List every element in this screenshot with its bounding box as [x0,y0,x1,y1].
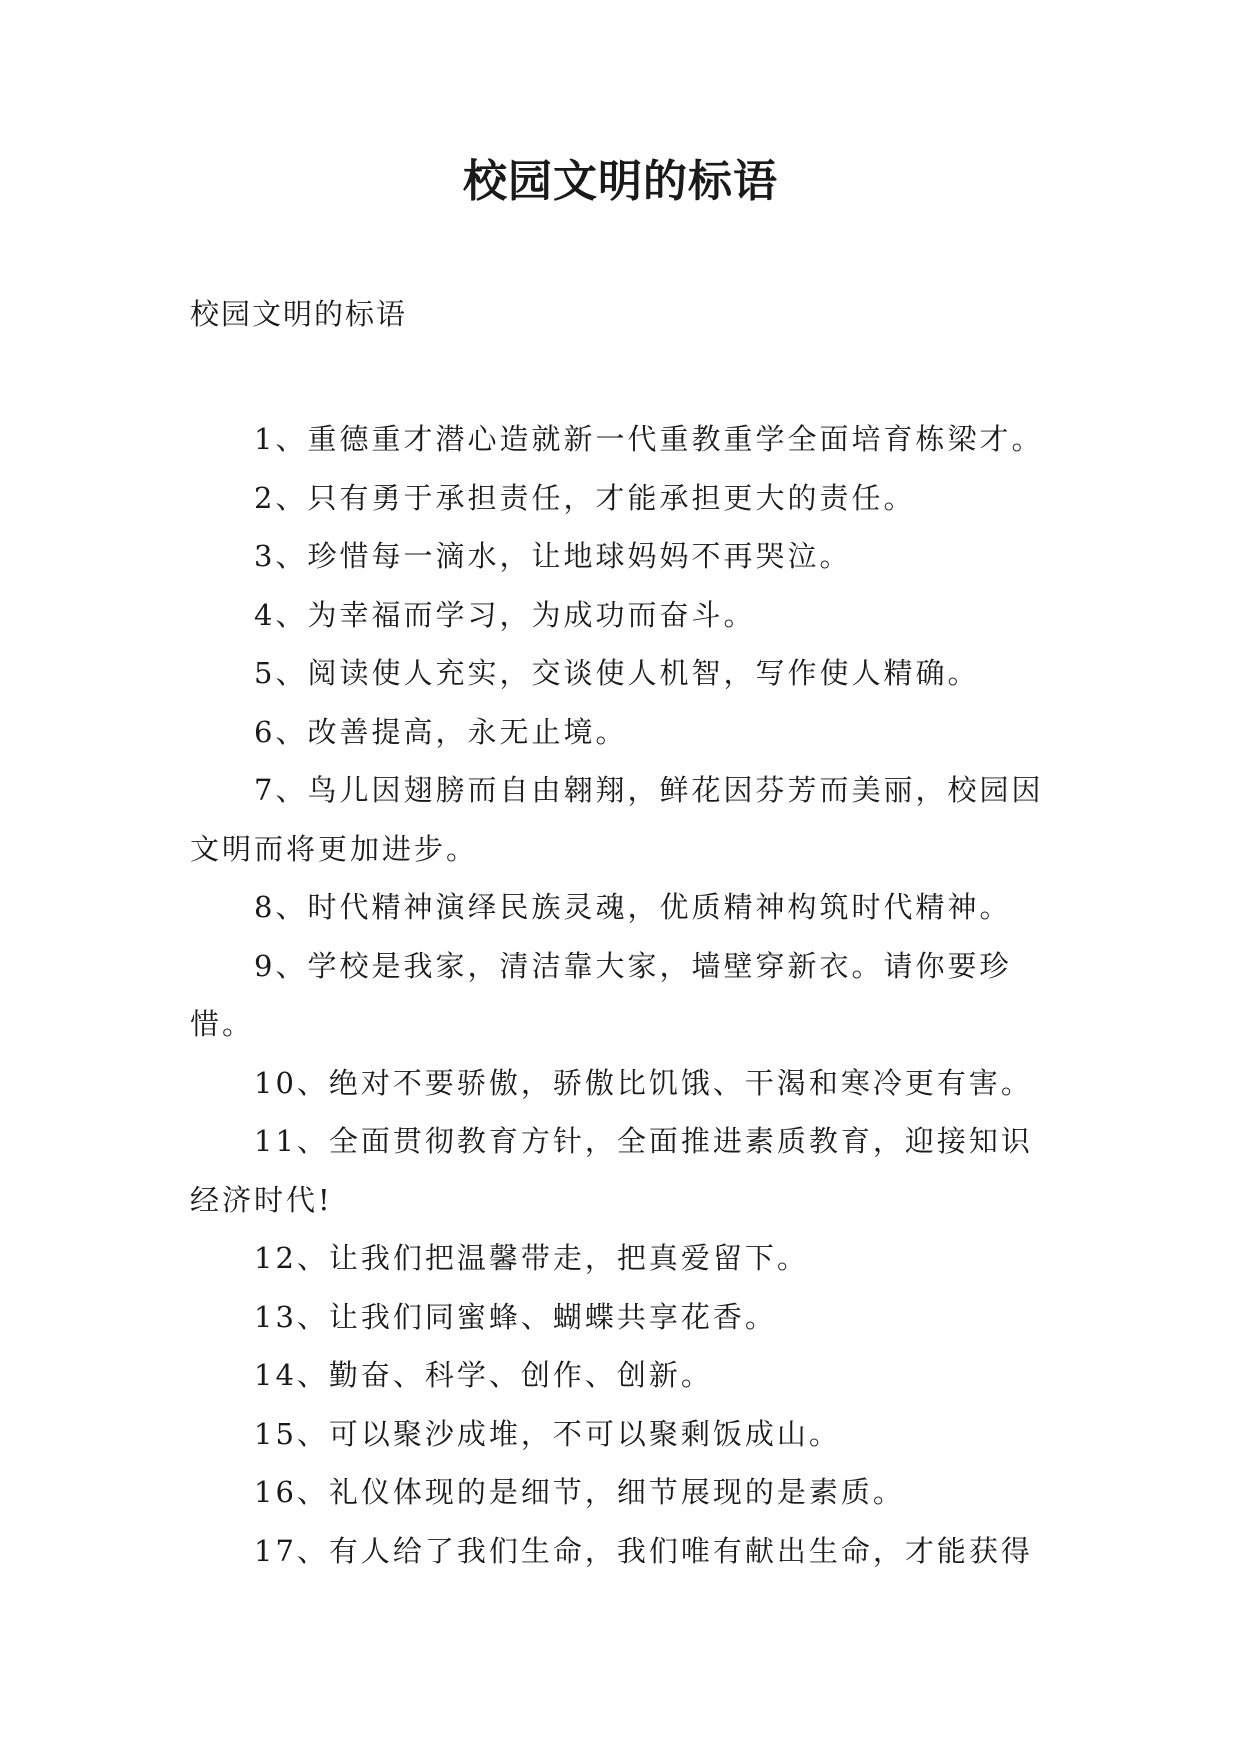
slogan-item-15: 15、可以聚沙成堆，不可以聚剩饭成山。 [254,1416,841,1451]
slogan-item-11: 11、全面贯彻教育方针，全面推进素质教育，迎接知识经济时代! [190,1124,1033,1217]
slogan-item-7: 7、鸟儿因翅膀而自由翱翔，鲜花因芬芳而美丽，校园因文明而将更加进步。 [190,773,1044,866]
slogan-item-9: 9、学校是我家，清洁靠大家，墙壁穿新衣。请你要珍惜。 [190,948,1012,1041]
document-title: 校园文明的标语 [463,156,778,207]
slogan-item-14: 14、勤奋、科学、创作、创新。 [254,1358,713,1392]
slogan-item-17: 17、有人给了我们生命，我们唯有献出生命，才能获得 [254,1533,1033,1568]
slogan-item-16: 16、礼仪体现的是细节，细节展现的是素质。 [254,1475,905,1509]
slogan-item-13: 13、让我们同蜜蜂、蝴蝶共享花香。 [254,1299,777,1334]
slogan-item-5: 5、阅读使人充实，交谈使人机智，写作使人精确。 [254,656,980,690]
slogan-item-2: 2、只有勇于承担责任，才能承担更大的责任。 [254,480,916,515]
slogan-item-3: 3、珍惜每一滴水，让地球妈妈不再哭泣。 [254,539,852,573]
slogan-item-6: 6、改善提高，永无止境。 [254,714,628,749]
slogan-item-1: 1、重德重才潜心造就新一代重教重学全面培育栋梁才。 [254,422,1044,456]
slogan-item-4: 4、为幸福而学习，为成功而奋斗。 [254,597,756,632]
document-subtitle: 校园文明的标语 [190,297,408,331]
slogan-item-8: 8、时代精神演绎民族灵魂，优质精神构筑时代精神。 [254,890,1012,924]
slogan-list [190,410,1050,1580]
slogan-item-12: 12、让我们把温馨带走，把真爱留下。 [254,1241,809,1275]
slogan-item-10: 10、绝对不要骄傲，骄傲比饥饿、干渴和寒冷更有害。 [254,1065,1033,1100]
